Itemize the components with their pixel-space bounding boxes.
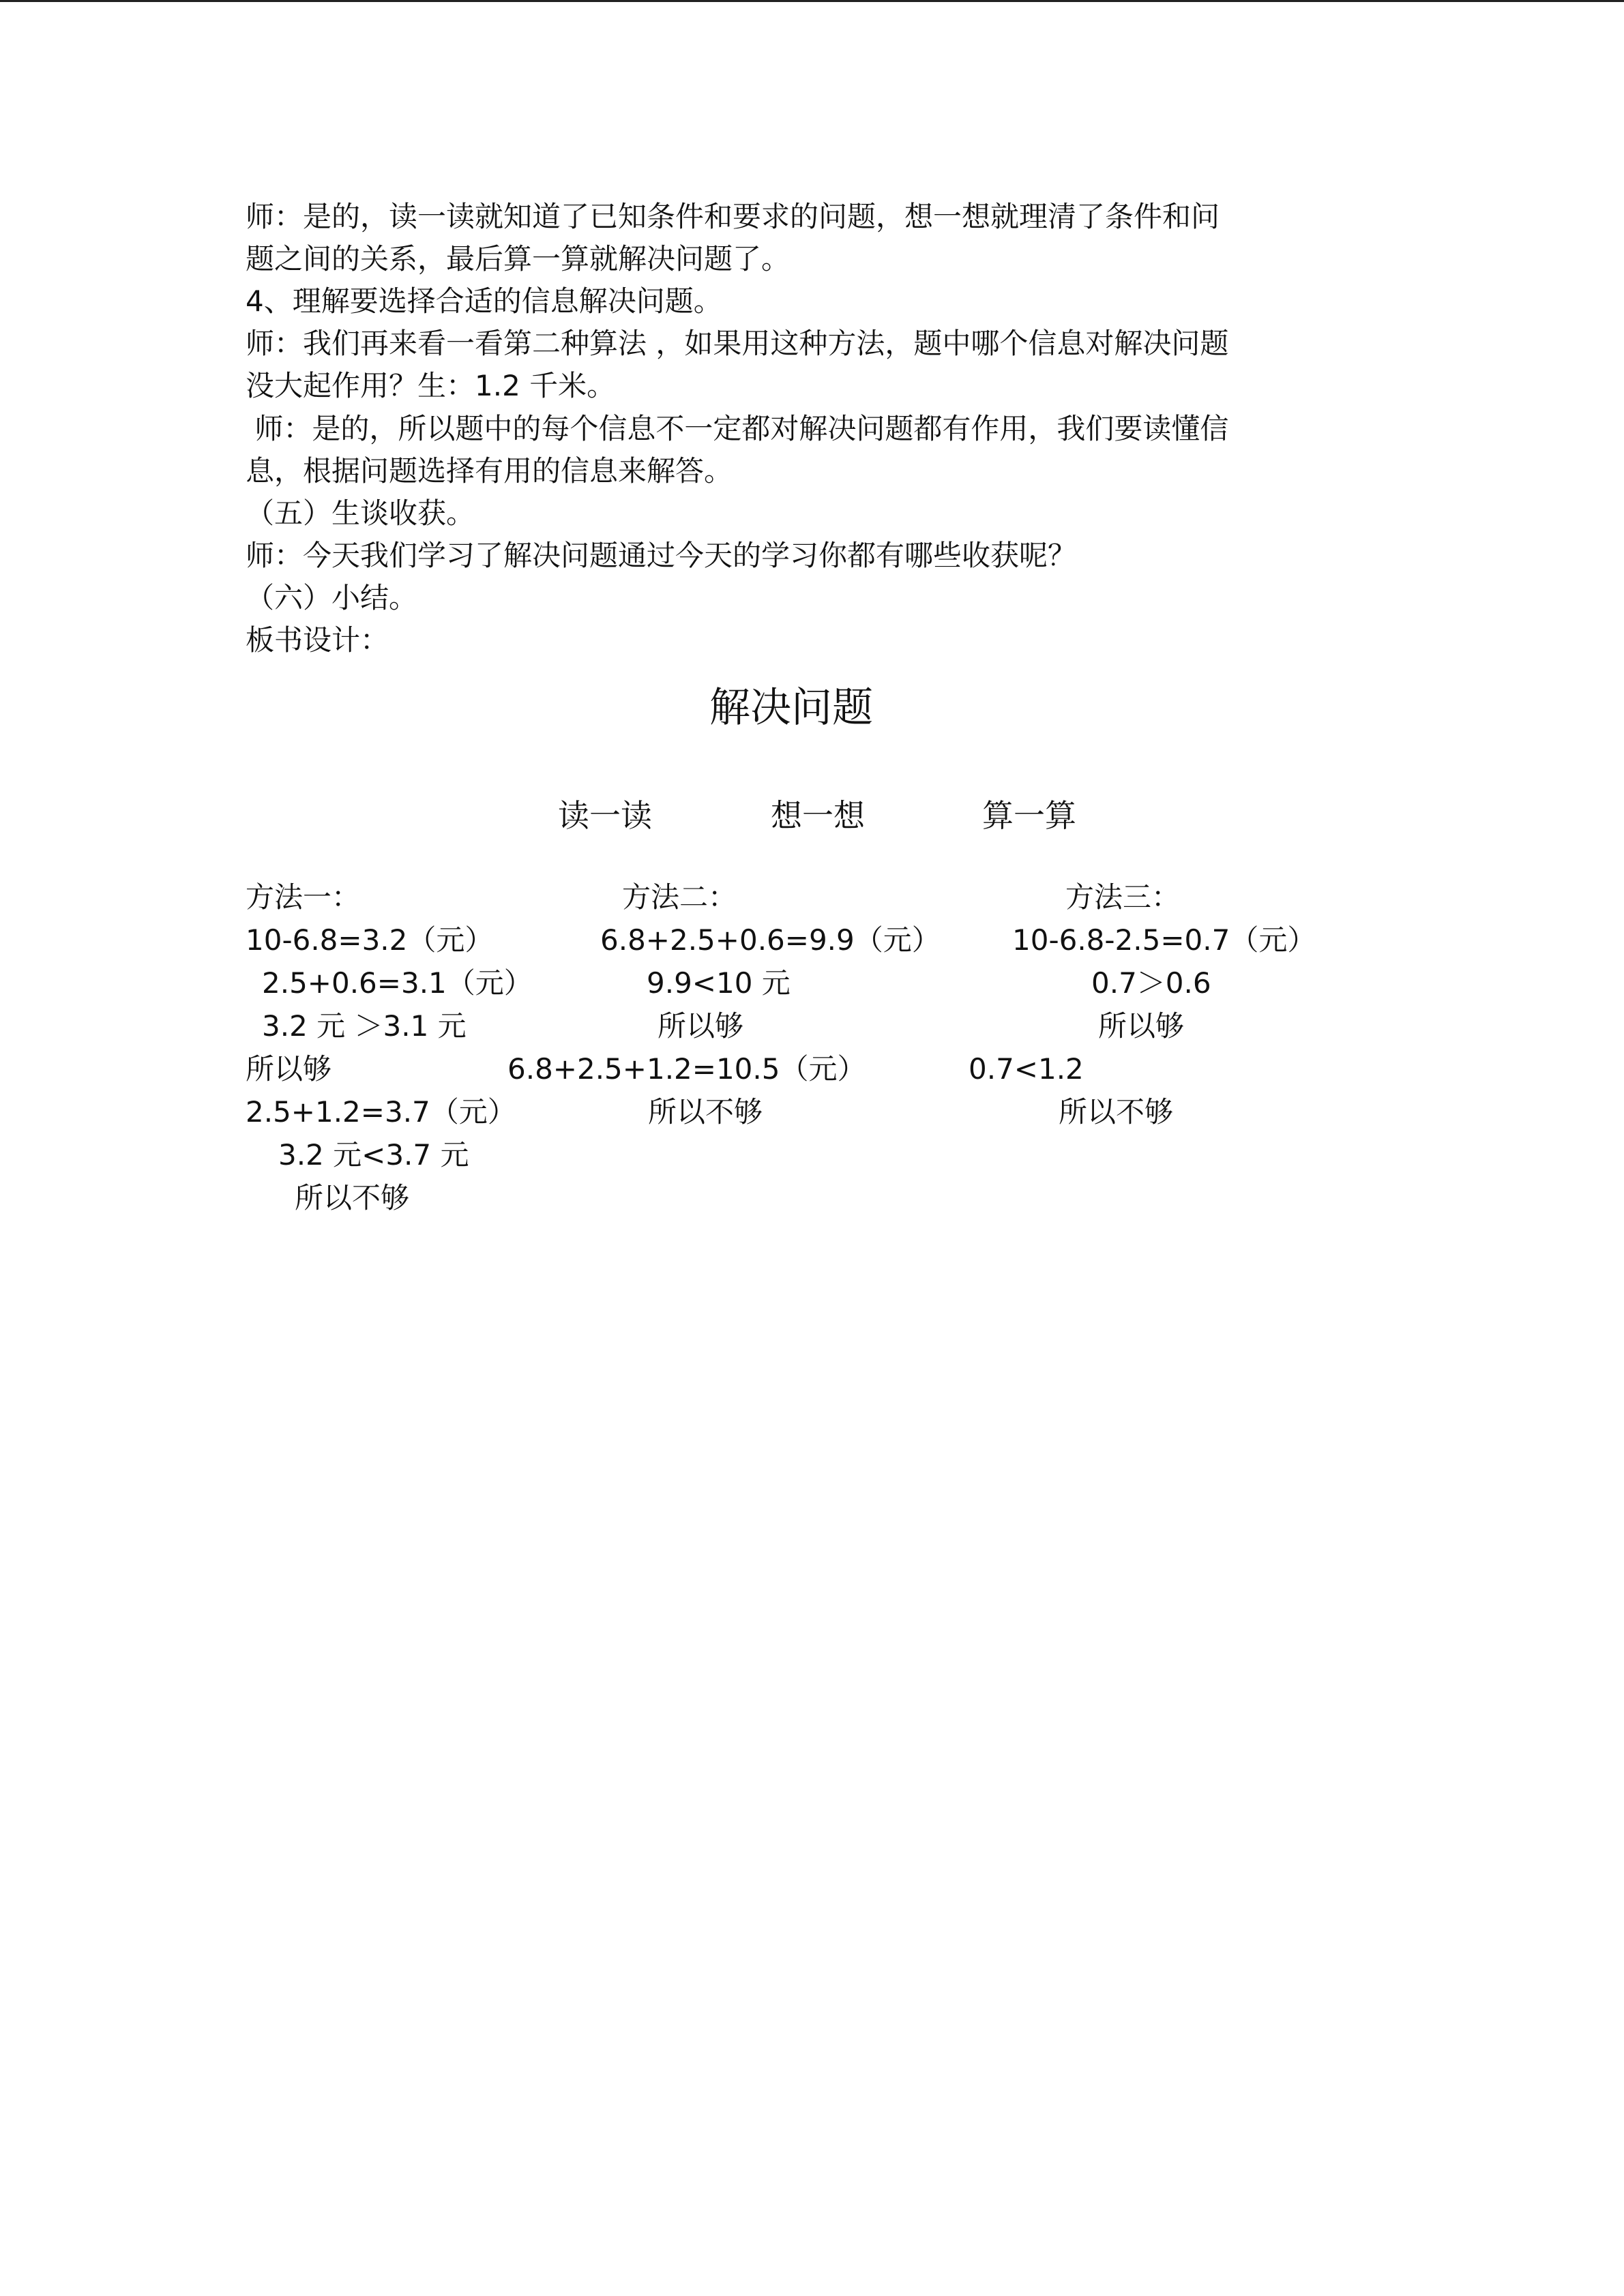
- method2-line-2: 9.9<10 元: [647, 966, 791, 1000]
- method1-line-4: 所以够: [246, 1052, 332, 1086]
- paragraph-line-5: 没大起作用？生：1.2 千米。: [246, 369, 616, 402]
- method2-line-4: 6.8+2.5+1.2=10.5（元）: [507, 1052, 866, 1086]
- method1-line-3: 3.2 元 ＞3.1 元: [262, 1009, 467, 1043]
- method3-line-4: 0.7<1.2: [969, 1052, 1084, 1086]
- method1-line-2: 2.5+0.6=3.1（元）: [262, 966, 533, 1000]
- board-title: 解决问题: [709, 684, 873, 732]
- paragraph-line-10: （六）小结。: [246, 581, 418, 614]
- method3-line-1: 10-6.8-2.5=0.7（元）: [1012, 923, 1316, 957]
- method1-line-1: 10-6.8=3.2（元）: [246, 923, 494, 957]
- paragraph-line-9: 师：今天我们学习了解决问题通过今天的学习你都有哪些收获呢？: [246, 539, 1077, 572]
- method1-line-5: 2.5+1.2=3.7（元）: [246, 1095, 516, 1129]
- page-top-border: [0, 0, 1624, 2]
- paragraph-line-2: 题之间的关系，最后算一算就解决问题了。: [246, 242, 791, 275]
- paragraph-line-4: 师：我们再来看一看第二种算法 ，如果用这种方法，题中哪个信息对解决问题: [246, 327, 1229, 360]
- method3-line-3: 所以够: [1098, 1009, 1185, 1043]
- paragraph-line-7: 息，根据问题选择有用的信息来解答。: [246, 454, 733, 488]
- paragraph-line-11: 板书设计：: [246, 623, 389, 657]
- method1-heading: 方法一：: [246, 880, 361, 914]
- paragraph-line-8: （五）生谈收获。: [246, 496, 475, 530]
- method3-line-2: 0.7＞0.6: [1091, 966, 1211, 1000]
- method2-heading: 方法二：: [622, 880, 737, 914]
- paragraph-line-3: 4、理解要选择合适的信息解决问题。: [246, 284, 722, 318]
- paragraph-line-6: 师：是的，所以题中的每个信息不一定都对解决问题都有作用，我们要读懂信: [246, 412, 1229, 445]
- method1-line-7: 所以不够: [295, 1181, 410, 1214]
- method1-line-6: 3.2 元<3.7 元: [278, 1138, 469, 1172]
- method2-line-3: 所以够: [658, 1009, 744, 1043]
- board-step-think: 想一想: [771, 797, 865, 834]
- board-step-calculate: 算一算: [982, 797, 1076, 834]
- method2-line-1: 6.8+2.5+0.6=9.9（元）: [600, 923, 941, 957]
- method2-line-5: 所以不够: [648, 1095, 763, 1129]
- paragraph-line-1: 师：是的，读一读就知道了已知条件和要求的问题，想一想就理清了条件和问: [246, 200, 1220, 233]
- method3-heading: 方法三：: [1065, 880, 1181, 914]
- method3-line-5: 所以不够: [1059, 1095, 1174, 1129]
- board-step-read: 读一读: [558, 797, 652, 834]
